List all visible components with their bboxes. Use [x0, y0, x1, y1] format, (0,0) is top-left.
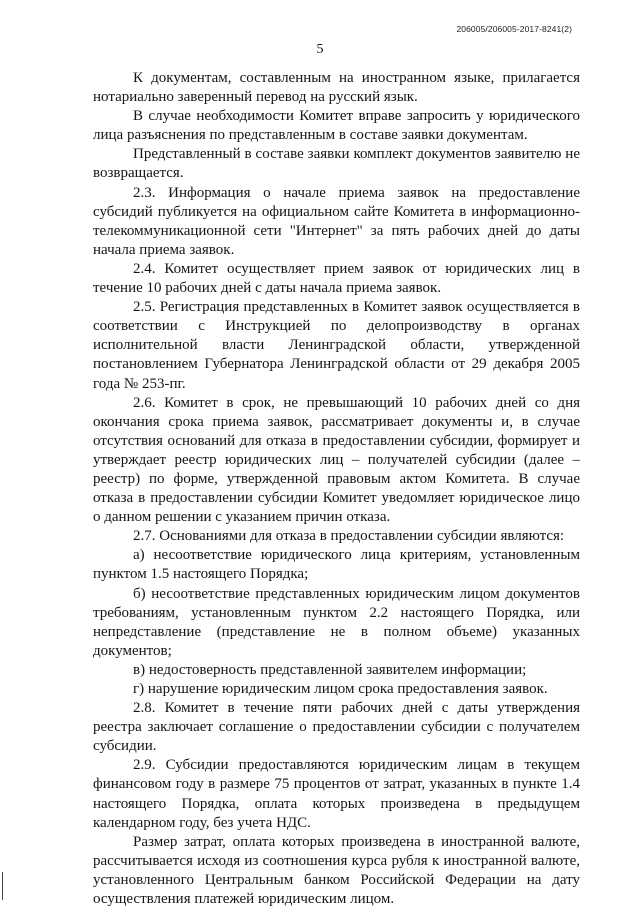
paragraph-2-8: 2.8. Комитет в течение пяти рабочих дней с даты утверждения реестра заключает соглашение о предоставлении субсидии с получателем субсидии. [93, 700, 580, 755]
document-body [93, 69, 580, 909]
paragraph-2-5: 2.5. Регистрация представленных в Комитет заявок осуществляется в соответствии с Инструкцией по делопроизводству в органах исполнительной власти Ленинградской области, утвержденной постановлением Губернатора Ленинградской области от 29 декабря 2005 года № 253-пг. [93, 299, 580, 392]
paragraph-2-3: 2.3. Информация о начале приема заявок на предоставление субсидий публикуется на официальном сайте Комитета в информационно-телекоммуникационной сети "Интернет" за пять рабочих дней до даты начала приема заявок. [93, 184, 580, 258]
paragraph-2-7: 2.7. Основаниями для отказа в предоставлении субсидии являются: [133, 528, 565, 545]
paragraph-2-9: 2.9. Субсидии предоставляются юридическим лицам в текущем финансовом году в размере 75 процентов от затрат, указанных в пункте 1.4 настоящего Порядка, оплата которых произведена в предыдущем календарном году, без учета НДС. [93, 757, 580, 831]
list-item-v: в) недостоверность представленной заявителем информации; [133, 661, 527, 678]
paragraph-foreign-docs: К документам, составленным на иностранном языке, прилагается нотариально заверенный перевод на русский язык. [93, 70, 580, 106]
document-id: 206005/206005-2017-8241(2) [456, 24, 572, 34]
list-item-a: а) несоответствие юридического лица критериям, установленным пунктом 1.5 настоящего Порядка; [93, 547, 580, 583]
paragraph-currency: Размер затрат, оплата которых произведена в иностранной валюте, рассчитывается исходя из соотношения курса рубля к иностранной валюте, установленного Центральным банком Российской Федерации на дату осуществления платежей юридическим лицом. [93, 833, 580, 908]
paragraph-no-return: Представленный в составе заявки комплект документов заявителю не возвращается. [93, 146, 580, 182]
paragraph-2-4: 2.4. Комитет осуществляет прием заявок от юридических лиц в течение 10 рабочих дней с даты начала приема заявок. [93, 260, 580, 297]
paragraph-2-6: 2.6. Комитет в срок, не превышающий 10 рабочих дней со дня окончания срока приема заявок, рассматривает документы и, в случае отсутствия оснований для отказа в предоставлении субсидии, формирует и утверждает реестр юридических лиц – получателей субсидии (далее – реестр) по форме, утвержденной правовым актом Комитета. В случае отказа в предоставлении субсидии Комитет уведомляет юридическое лицо о данном решении с указанием причин отказа. [93, 394, 580, 526]
page-number: 5 [316, 42, 324, 57]
list-item-b: б) несоответствие представленных юридическим лицом документов требованиям, установленным пунктом 2.2 настоящего Порядка, или непредставление (представление не в полном объеме) указанных документов; [93, 585, 580, 659]
paragraph-clarification: В случае необходимости Комитет вправе запросить у юридического лица разъяснения по представленным в составе заявки документам. [93, 108, 580, 144]
scan-edge-mark [2, 872, 3, 900]
list-item-g: г) нарушение юридическим лицом срока предоставления заявок. [133, 681, 548, 697]
